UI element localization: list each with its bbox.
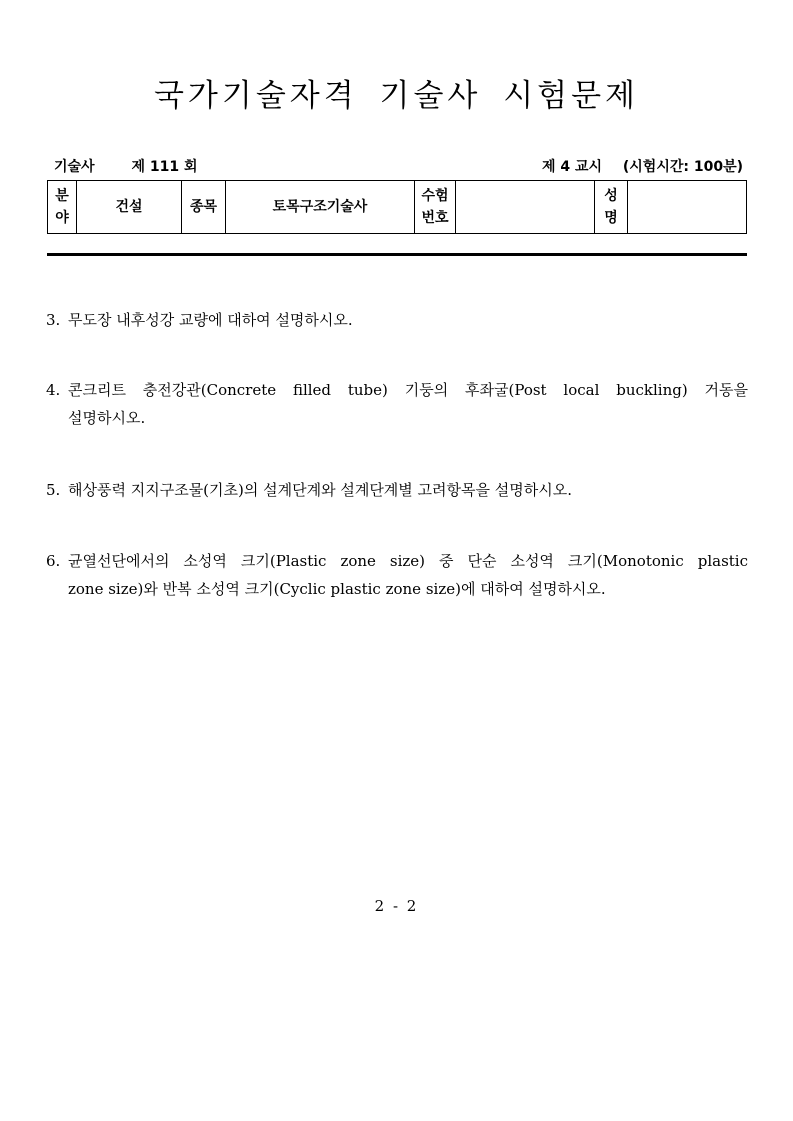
field-label-cell: 분 야 bbox=[48, 181, 77, 234]
item-label-cell: 종목 bbox=[182, 181, 226, 234]
period-label: 제 4 교시 bbox=[541, 159, 602, 175]
question-6 bbox=[46, 547, 748, 603]
exam-no-label-cell: 수험 번호 bbox=[415, 181, 456, 234]
name-label-cell: 성 명 bbox=[595, 181, 628, 234]
time-label: (시험시간: 100분) bbox=[622, 159, 743, 175]
question-4 bbox=[46, 376, 748, 432]
exam-period bbox=[542, 156, 743, 176]
header-divider bbox=[47, 253, 747, 256]
item-value-cell: 토목구조기술사 bbox=[226, 181, 415, 234]
question-number: 5. bbox=[46, 481, 61, 499]
question-3 bbox=[46, 306, 748, 334]
question-number: 4. bbox=[46, 381, 61, 399]
question-5 bbox=[46, 476, 748, 504]
round-label: 제 111 회 bbox=[131, 159, 198, 175]
question-text: 균열선단에서의 소성역 크기(Plastic zone size) 중 단순 소성역 크기(Monotonic plastic bbox=[68, 552, 748, 570]
info-table bbox=[47, 180, 747, 234]
question-text: 해상풍력 지지구조물(기초)의 설계단계와 설계단계별 고려항목을 설명하시오. bbox=[68, 481, 572, 499]
question-text-continued: zone size)와 반복 소성역 크기(Cyclic plastic zone size)에 대하여 설명하시오. bbox=[68, 580, 606, 598]
question-text-continued: 설명하시오. bbox=[68, 409, 146, 427]
question-text: 콘크리트 충전강관(Concrete filled tube) 기둥의 후좌굴(Post local buckling) 거동을 bbox=[68, 381, 748, 399]
category-label: 기술사 bbox=[54, 159, 95, 175]
page-title: 국가기술자격 기술사 시험문제 bbox=[153, 78, 639, 114]
exam-category bbox=[54, 156, 197, 176]
field-value-cell: 건설 bbox=[77, 181, 182, 234]
page-number: 2 - 2 bbox=[374, 897, 419, 915]
question-text: 무도장 내후성강 교량에 대하여 설명하시오. bbox=[68, 311, 353, 329]
name-value-cell[interactable] bbox=[628, 181, 747, 234]
exam-no-value-cell[interactable] bbox=[456, 181, 595, 234]
question-number: 3. bbox=[46, 311, 61, 329]
question-number: 6. bbox=[46, 552, 61, 570]
